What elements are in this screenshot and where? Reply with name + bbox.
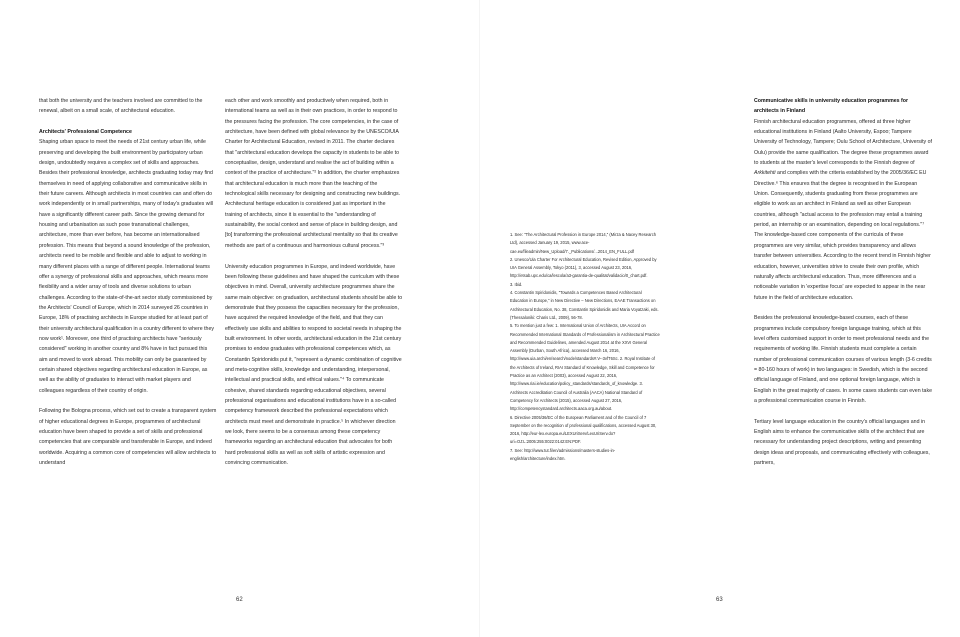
footnotes bbox=[510, 231, 660, 463]
footnote: 6. Directive 2005/36/EC of the European Parliament and of the Council of 7 September on the recognition of professional qualifications, accessed August 30, 2016, http://eur-lex.europa.eu/LEXUriServ/LexUriServ.do?uri=OJ:L:2005:255:0022:0142:EN:PDF. bbox=[510, 414, 657, 445]
paragraph-text: Finnish architectural education programmes, offered at three higher educational institutions in Finland (Aalto University, Espoo; Tampere University of Technology, Tampere; Oulu School of Architecture, University of Oulu) provide the same qualification. The degree these programmes award to students at the master's level corresponds to the Finnish degree of bbox=[754, 118, 933, 167]
paragraph: that both the university and the teachers involved are committed to the renewal, albeit on a small scale, of architectural education. bbox=[39, 98, 203, 115]
paragraph: Tertiary level language education in the country's official languages and in English aims to enhance the communicative skills of the architect that are necessary for understanding project descriptions, writing and presenting design ideas and proposals, and communicating effectively with colleagues, partners, bbox=[754, 418, 930, 467]
section bbox=[754, 96, 932, 303]
section-heading: Communicative skills in university education programmes for architects in Finland bbox=[754, 98, 909, 115]
footnote: 7. See: http://www.tut.fi/en/admissions/masters-studies-in-english/architecture/index.htm. bbox=[510, 447, 616, 462]
footnote: 2. Unesco/Uia Charter For Architectural Education, Revised Edition, Approved by UIA General Assembly, Tokyo (2011), 3, accessed August 23, 2016, http://etsab.upc.edu/ca/lescola/a3-garantia-de-qualitat/validacio/0_chart.pdf. bbox=[510, 256, 657, 279]
italic-term: Arkkitehti bbox=[754, 170, 776, 177]
paragraph-text: and complies with the criteria established by the 2005/36/EC EU Directive.⁶ This ensures that the degree is recognised in the European Union. Consequently, students graduating from these programmes are eligible to work as an architect in Finland as well as other European countries, although "actual access to the profession may entail a training period, an internship or an examination, depending on local regulations."⁷ The knowledge-based core components of the curricula of these programmes are very similar, which provides transparency and allows transfer between universities. According to the recent trend in Finnish higher education, however, universities strive to create their own profile, which naturally affects architectural education. Thus, more differences and a noticeable variation in 'expertise focus' are expected to appear in the near future in the field of architecture education. bbox=[754, 170, 931, 301]
right-page-column bbox=[754, 96, 932, 479]
paragraph: University education programmes in Europe, and indeed worldwide, have been following these guidelines and have shaped the curriculum with these objectives in mind. Overall, university architecture programmes share the same main objective: on graduation, architectural students should be able to demonstrate that they possess the capacities necessary for the profession, have acquired the required knowledge of the field, and that they can effectively use skills and abilities to respond to societal needs in shaping the built environment. In other words, architectural education in the 21st century promises to endow graduates with professional competences which, as Constantin Spiridonidis put it, "represent a dynamic combination of cognitive and meta-cognitive skills, knowledge and understanding, interpersonal, intellectual and practical skills, and ethical values."⁴ To communicate cohesive, shared standards regarding educational objectives, several professional organisations and educational institutions have in a so-called competency framework described the professional expectations which architects must meet and demonstrate in practice.⁵ In whichever direction we look, there seems to be a consensus among these competency frameworks regarding an architectural education that advocates for both hard professional skills as well as soft skills of artistic expression and convincing communication. bbox=[225, 263, 403, 467]
paragraph: each other and work smoothly and productively when required, both in international teams as well as in their own practices, in order to respond to the pressures facing the profession. The core competencies, in the case of architecture, have been defined with global relevance by the UNESCO/UIA Charter for Architectural Education, revised in 2011. The charter declares that "architectural education develops the capacity in students to be able to conceptualise, design, understand and realise the act of building within a context of the practice of architecture."² In addition, the charter emphasizes that architectural education is much more than the teaching of the technological skills necessary for designing and constructing new buildings. Architectural heritage education is considered just as important in the training of architects, since it is essential to the "understanding of sustainability, the social context and sense of place in building design, and [to] transforming the professional architectural mentality so that its creative methods are part of a continuous and harmonious cultural process."³ bbox=[225, 98, 401, 249]
footnote: 4. Constantin Spiridonidis, "Towards a Competences Based Architectural Education in Europe," in New Directive – New Directions, EAAE Transactions on Architectural Education, No. 38, Constantin Spiridonidis and Maria Voyatzaki, eds. (Thessaloniki: Charis Ltd., 2009), 56-78. bbox=[510, 290, 659, 320]
paragraph: Besides the professional knowledge-based courses, each of these programmes include compulsory foreign language training, which at this level offers customised support in order to meet professional needs and the requirements of working life. Finnish students must complete a certain number of professional communication courses of various length (3-6 credits = 80-160 hours of work) in two languages: in Swedish, which is the second official language of Finland, and one optional foreign language, which is English in the great majority of cases. In some cases students can even take a professional communication course in Finnish. bbox=[754, 315, 933, 404]
page-number: 63 bbox=[716, 597, 723, 603]
section bbox=[39, 127, 217, 396]
footnote: 3. Ibid. bbox=[510, 281, 523, 287]
left-page-column-2 bbox=[225, 96, 403, 479]
right-page bbox=[480, 0, 960, 637]
footnote: 5. To mention just a few: 1. International Union of Architects, UIA Accord on Recommended International Standards of Professionalism in Architectural Practice and Recommended Guidelines, amended August 2014 at the XXVI General Assembly (Durban, South Africa), accessed March 16, 2016, http://www.uia.archi/en/search/node/standards#.V--3vfT6Sc. 2. Royal Institute of the Architects of Ireland, RIAI Standard of Knowledge, Skill and Competence for Practice as an Architect (2003), accessed August 22, 2016, http://www.riai.ie/education/policy_standards/standards_of_knowledge. 3. Architects Accreditation Council of Australia (AACA) National Standard of Competency for Architects (2015), accessed August 27, 2016, http://competencystandard.architects.aaca.org.au/about. bbox=[510, 323, 660, 412]
left-page-column-1 bbox=[39, 96, 217, 479]
page-number: 62 bbox=[236, 597, 243, 603]
paragraph: Following the Bologna process, which set out to create a transparent system of higher educational degrees in Europe, programmes of architectural education have been shaped to provide a set of skills and professional competencies that are comparable and transferable in Europe, and indeed worldwide. Acquiring a common core of competencies will allow architects to understand bbox=[39, 408, 217, 467]
paragraph: Shaping urban space to meet the needs of 21st century urban life, while preserving and developing the built environment by participatory urban design, undoubtedly requires a complex set of skills and approaches. Besides their professional knowledge, architects graduating today may find themselves in need of applying collaborative and communicative skills in their future careers. Although architects in most countries can and often do work independently or in small partnerships, many of today's graduates will have a significantly different career path. Since the growing demand for housing and urbanisation as such pose transnational challenges, architecture, more than ever before, has become an internationalised profession. This means that beyond a sound knowledge of the profession, architects need to be mobile and flexible and able to adjust to working in many different places with a range of different people. International teams offer a synergy of professional skills and approaches, which means more flexibility and a wider array of tools and diverse solutions to urban challenges. According to the state-of-the-art sector study commissioned by the Architects' Council of Europe, which in 2014 surveyed 26 countries in Europe, 18% of practising architects in Europe studied for at least part of their university architectural qualification in a country different to where they now work¹. Moreover, one third of practising architects have "seriously considered" working in another country and 8% have in fact pursued this aim and moved to work abroad. This mobility can only be guaranteed by certain shared objectives regarding architectural education in Europe, as well as the ability of graduates to interact with market players and colleagues regardless of their country of origin. bbox=[39, 139, 214, 394]
footnote: 1. See: "The Architectural Profession in Europe 2014," (Mirza & Nacey Research Ltd), accessed January 19, 2015, www.ace-cae.eu/fileadmin/New_Upload/7._Publications/...2014_EN_FULL.pdf bbox=[510, 232, 657, 254]
section-heading: Architects' Professional Competence bbox=[39, 129, 132, 136]
